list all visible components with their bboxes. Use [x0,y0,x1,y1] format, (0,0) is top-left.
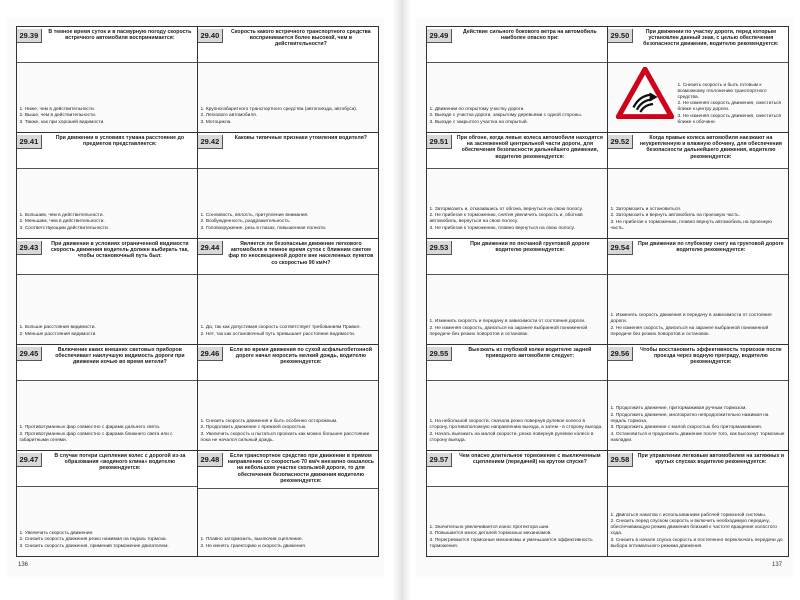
answer-option: 3. Перегреваются тормозные механизмы и уменьшается эффективность торможения. [429,537,593,549]
answer-option: 3. Не прибегая к торможению, плавно вернуть автомобиль на проезжую часть. [610,219,772,231]
question-number: 29.56 [608,347,634,361]
answer-list [201,212,375,232]
answer-option: 3. Снизить скорость движения, применив торможение двигателем. [19,543,169,549]
answer-option: 2. Нет, так как остановочный путь превышает расстояние видимости. [200,331,356,337]
question-number: 29.45 [17,347,43,361]
answer-option: 1. Увеличить скорость движения. [19,530,94,536]
answer-option: 2. Меньше расстояния видимости. [19,331,97,337]
answer-list [201,418,375,444]
answer-option: 1. Затормозить и, отказавшись от обгона, вернуться на свою полосу. [429,206,583,212]
question-text: При движении в условиях ограниченной видимости скорость движения водитель должен выбирать так, чтобы остановочный путь был: [51,240,189,260]
question-grid-left [16,26,378,556]
question-text: Если транспортное средство при движении в прямом направлении со скоростью 70 км/ч внезапно оказалось на небольшом участке скользкой дороги, то для обеспечения безопасности движения водителю рекомендуется: [227,452,375,485]
question-text: Каковы типичные признаки утомления водителя? [234,134,367,141]
question-text: При обгоне, когда левые колеса автомобиля находятся на заснеженной центральной части дороги, для обеспечения безопасности дальнейшего движения, водителю рекомендуется: [456,134,603,160]
answer-option: 2. Снизить скорость движения резко нажимая на педаль тормоза. [19,537,167,542]
question-card [426,450,608,557]
question-grid-right [426,26,788,556]
answer-option: 2. Меньшим, чем в действительности. [19,219,105,224]
question-number: 29.50 [608,29,634,43]
answer-list [430,319,604,338]
question-header [198,239,378,275]
answer-option: 1. Движении по открытому участку дороги. [429,106,525,112]
question-card [16,238,198,345]
question-header [17,345,197,381]
question-header [427,133,607,169]
question-number: 29.47 [17,453,43,467]
answer-list [430,524,604,550]
answer-list [20,106,194,126]
question-text: При движении по песчаной грунтовой дороге водителю рекомендуется: [470,240,590,253]
question-text: В темное время суток и в пасмурную погоду скорость встречного автомобиля воспринимается: [48,28,192,41]
answer-option: 1. Затормозить и остановиться. [610,206,682,212]
answer-option: 1. Сонливость, вялость, притупление внимания. [200,212,309,218]
question-number: 29.51 [427,135,453,149]
question-card [16,450,198,557]
question-number: 29.43 [17,241,43,255]
answer-option: 1. Большим, чем в действительности. [19,212,104,218]
question-text: В случае потери сцепления колес с дорогой из-за образования «водяного клина» водителю рекомендуется: [54,452,186,472]
answer-list [20,325,194,338]
question-header [608,27,788,63]
question-number: 29.39 [17,29,43,43]
side-wind-sign-icon [616,67,674,119]
question-card [426,238,608,345]
answer-option: 3. Мотоцикла. [200,119,232,125]
question-header [608,133,788,169]
question-card [607,238,789,345]
question-card [607,450,789,557]
answer-list [201,325,375,338]
answer-option: 3. Снизить в начале спуска скорость и постепенно переключать передачи до выбора оптимального режима движения. [610,537,783,549]
question-number: 29.58 [608,453,634,467]
answer-option: 2. Продолжить движение с прежней скоростью. [200,425,307,430]
answer-option: 3. Также, как при хорошей видимости. [19,119,105,125]
question-number: 29.54 [608,241,634,255]
answer-option: 1. Снизить скорость движения и быть особенно осторожным. [200,418,338,424]
answer-option: 2. Не прибегая к торможению, снятия увеличить скорость и, обогнав автомобиль, вернуться на свою полосу. [429,213,583,224]
answer-list [20,530,194,550]
answer-option: 1. Да, так как допустимая скорость соответствует требованиям Правил. [200,325,361,330]
question-text: При движении по участку дороги, перед которым установлен данный знак, с целью обеспечения безопасности движения, водителю рекомендуется: [643,28,779,48]
question-number: 29.40 [198,29,224,43]
question-number: 29.46 [198,347,224,361]
answer-list [20,425,194,444]
answer-option: 3. Соответствующим действительности. [19,225,110,231]
answer-list [678,82,785,126]
question-header [17,451,197,487]
answer-option: 3. Не прибегая к торможению, плавно вернуться на свою полосу. [429,225,575,231]
question-text: Чем опасно длительное торможение с выключенным сцеплением (передачей) на крутом спуске? [459,452,601,465]
question-card [16,132,198,239]
answer-option: 2. Легкового автомобиля. [200,113,258,118]
question-card [197,450,379,557]
answer-list [201,537,375,550]
question-header [17,239,197,275]
question-text: Чтобы восстановить эффективность тормозов после проезда через водную преграду, водителю рекомендуется: [640,346,782,366]
question-card [607,132,789,239]
answer-list [201,106,375,126]
question-header [17,133,197,169]
page-number-left: 136 [18,562,29,568]
question-number: 29.53 [427,241,453,255]
answer-option: 1. Изменять скорость движения и передачу в зависимости от состояния дороги. [610,313,772,324]
answer-option: 1. На небольшой скорости, сначала резко повернув рулевое колесо в сторону, противоположную направлению выезда, а затем - в сторону выезда. [429,419,603,430]
question-card [426,344,608,451]
page-left [6,18,384,578]
question-number: 29.55 [427,347,453,361]
answer-option: 1. Снизить скорость и быть готовым к возможному отклонению транспортного средства. [677,82,767,100]
question-header [17,27,197,63]
question-header [427,239,607,275]
answer-list [20,212,194,232]
answer-option: 3. Выезде с закрытого участка на открытый. [429,119,528,125]
answer-option: 3. Увеличить скорость и пытаться проехать как можно большее расстояние пока не начался сильный дождь. [200,431,370,443]
answer-option: 2. Продолжить движение, многократно непродолжительно нажимая на педаль тормоза. [610,412,769,424]
answer-list [430,419,604,444]
answer-option: 1. Крупногабаритного транспортного средства (автопоезда, автобуса). [200,106,358,112]
answer-option: 1. Ниже, чем в действительности. [19,106,96,112]
question-header [608,345,788,381]
page-number-right: 137 [771,562,782,568]
answer-option: 1. Двигаться накатом с использованием рабочей тормозной системы. [610,512,767,518]
question-card [16,26,198,133]
answer-option: 2. Выезде с участка дороги, закрытому деревьями с одной стороны. [429,113,583,118]
question-card [426,26,608,133]
answer-option: 2. Снизить перед спуском скорость и включить необходимую передачу, обеспечивающую режим движения близкий к частоте вращения холостого хода. [610,519,777,536]
answer-option: 2. Выше, чем в действительности. [19,113,97,118]
answer-list [611,406,785,444]
answer-option: 2. Не изменяя скорость движения, сместиться ближе к центру дороги. [677,101,782,112]
answer-option: 1. Значительно увеличивается износ протектора шин. [429,524,550,530]
answer-option: 2. Повышается износ деталей тормозных механизмов. [429,531,552,536]
answer-option: 2. Затормозить и вернуть автомобиль на проезжую часть. [610,213,740,218]
answer-option: 2. Не изменяя скорость, двигаться на заранее выбранной пониженной передаче без резких поворотов и остановок. [610,325,769,337]
answer-option: 1. Плавно затормозить, выключив сцепление. [200,537,303,542]
answer-option: 2. Возбужденность, раздражительность. [200,219,291,224]
question-header [198,345,378,381]
question-number: 29.49 [427,29,453,43]
answer-option: 2. Начать выезжать на малой скорости, резко повернув рулевое колесо в сторону выезда. [429,431,594,443]
question-text: Выезжать из глубокой колеи водителю задней приводного автомобиля следует: [468,346,592,359]
question-card [197,238,379,345]
answer-option: 2. Противотуманных фар совместно с фарами ближнего света или с габаритными огнями. [19,431,173,443]
answer-option: 2. Не менять траекторию и скорость движения. [200,543,307,549]
question-card [197,26,379,133]
answer-list [430,206,604,232]
answer-option: 3. Головокружение, резь в глазах, повышенная полнота. [200,225,327,231]
answer-list [611,206,785,232]
question-header [427,27,607,63]
question-card [197,132,379,239]
question-header [427,451,607,487]
question-text: Если во время движения по сухой асфальтобетонной дороге начал моросить мелкий дождь, водителю рекомендуется: [229,346,372,366]
question-header [198,133,378,169]
question-number: 29.42 [198,135,224,149]
page-right [416,18,794,578]
question-header [198,27,378,63]
question-text: Когда правые колеса автомобиля наезжают на неукрепленную и влажную обочину, для обеспечения безопасности дальнейшего движения, водителю рекомендуется: [639,134,782,160]
question-header [608,451,788,487]
question-header [608,239,788,275]
question-text: При движении в условиях тумана расстояние до предметов представляется: [55,134,185,147]
answer-option: 3. Не изменяя скорость движения, сместиться ближе к обочине. [677,113,782,125]
question-number: 29.57 [427,453,453,467]
question-card [607,26,789,133]
question-card [607,344,789,451]
answer-option: 4. Остановиться и продолжить движение после того, как высохнут тормозные накладки. [610,431,785,443]
question-text: Скорость какого встречного транспортного средства воспринимается более высокой, чем в действительности? [231,28,371,48]
answer-option: 1. Больше расстояния видимости. [19,325,96,330]
question-card [16,344,198,451]
question-header [198,451,378,489]
answer-option: 2. Не изменяя скорость, двигаться на заранее выбранной пониженной передаче без резких поворотов и остановок. [429,325,588,337]
answer-list [611,512,785,550]
question-text: При движении по глубокому снегу на грунтовой дороге водителю рекомендуется: [638,240,784,253]
book-gutter [392,0,412,600]
answer-list [611,313,785,338]
question-card [197,344,379,451]
question-text: Является ли безопасным движение легкового автомобиля в темное время суток с ближним светом фар по неосвещенной дороге вне населенных пунктов со скоростью 90 км/ч? [228,240,374,266]
answer-option: 1. Противотуманных фар совместно с фарами дальнего света. [19,425,161,430]
question-text: Включение каких внешних световых приборов обеспечивает наилучшую видимость дороги при движении ночью во время метели? [55,346,185,366]
question-text: При управлении легковым автомобилем на затяжных и крутых спусках водителю рекомендуется: [637,452,785,465]
question-number: 29.44 [198,241,224,255]
answer-option: 1. Продолжить движение, притормаживая ручным тормозом. [610,406,747,411]
question-card [426,132,608,239]
question-number: 29.48 [198,453,224,467]
question-number: 29.41 [17,135,43,149]
answer-option: 3. Продолжить движение с малой скоростью без притормаживания. [610,425,763,430]
answer-list [430,106,604,126]
answer-option: 1. Изменить скорость и передачу в зависимости от состояния дороги. [429,319,586,324]
question-text: Действие сильного бокового ветра на автомобиль наиболее опасно при: [463,28,597,41]
question-number: 29.52 [608,135,634,149]
question-header [427,345,607,381]
